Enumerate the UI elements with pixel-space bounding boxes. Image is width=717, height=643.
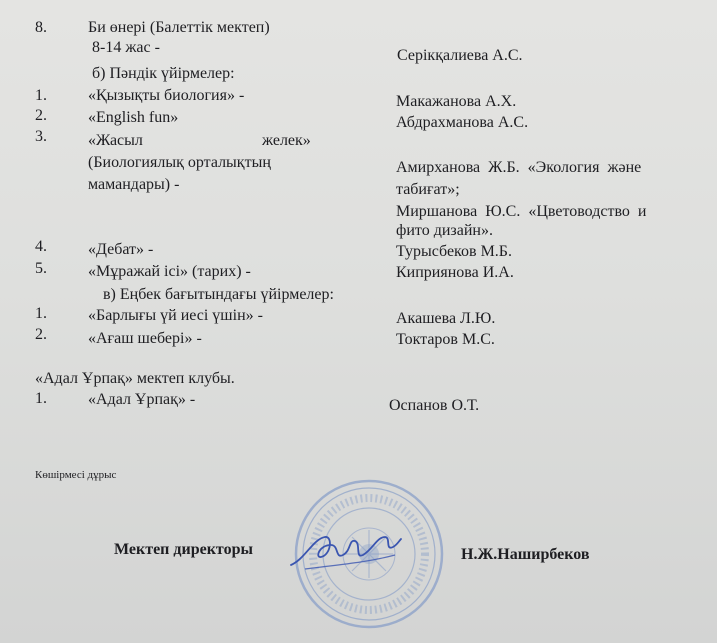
section-heading: б) Пәндік үйірмелер: [92,65,235,82]
signature [285,525,405,575]
teacher-name: фито дизайн». [396,222,493,239]
teacher-name: Киприянова И.А. [396,264,514,281]
teacher-name: Турысбеков М.Б. [396,243,512,260]
club-name: желек» [262,132,311,149]
item-number: 8. [35,19,47,36]
club-name: «Жасыл [88,132,143,149]
teacher-name: Оспанов О.Т. [389,397,480,414]
club-name: «Ағаш шебері» - [88,330,202,347]
club-heading: «Адал Ұрпақ» мектеп клубы. [35,370,235,387]
item-number: 5. [35,260,47,277]
item-number: 2. [35,326,47,343]
item-number: 4. [35,238,47,255]
club-name: «Мұражай ісі» (тарих) - [88,263,251,280]
teacher-name: Амирханова Ж.Б. «Экология және [396,159,642,176]
teacher-name: табиғат»; [396,181,460,198]
item-number: 1. [35,390,47,407]
teacher-name: Серікқалиева А.С. [397,47,523,64]
club-name: «Барлығы үй иесі үшін» - [88,307,263,324]
item-number: 3. [35,128,47,145]
copy-note: Көшірмесі дұрыс [35,469,117,481]
item-number: 2. [35,107,47,124]
director-label: Мектеп директоры [114,541,253,558]
teacher-name: Акашева Л.Ю. [396,310,496,327]
item-number: 1. [35,305,47,322]
club-name: «Дебат» - [88,241,154,258]
club-name: «Адал Ұрпақ» - [88,391,196,408]
club-name: (Биологиялық орталықтың [88,154,271,171]
club-name: мамандары) - [88,176,180,193]
club-name: «Қызықты биология» - [88,87,245,104]
club-name: «English fun» [88,109,179,126]
teacher-name: Абдрахманова А.С. [396,114,529,131]
item-number: 1. [35,87,47,104]
director-name: Н.Ж.Наширбеков [461,546,590,563]
item-title: Би өнері (Балеттік мектеп) [88,19,270,36]
item-age: 8-14 жас - [92,39,160,56]
teacher-name: Миршанова Ю.С. «Цветоводство и [396,203,647,220]
section-heading: в) Еңбек бағытындағы үйірмелер: [103,286,334,303]
teacher-name: Макажанова А.Х. [396,93,517,110]
teacher-name: Токтаров М.С. [396,331,495,348]
